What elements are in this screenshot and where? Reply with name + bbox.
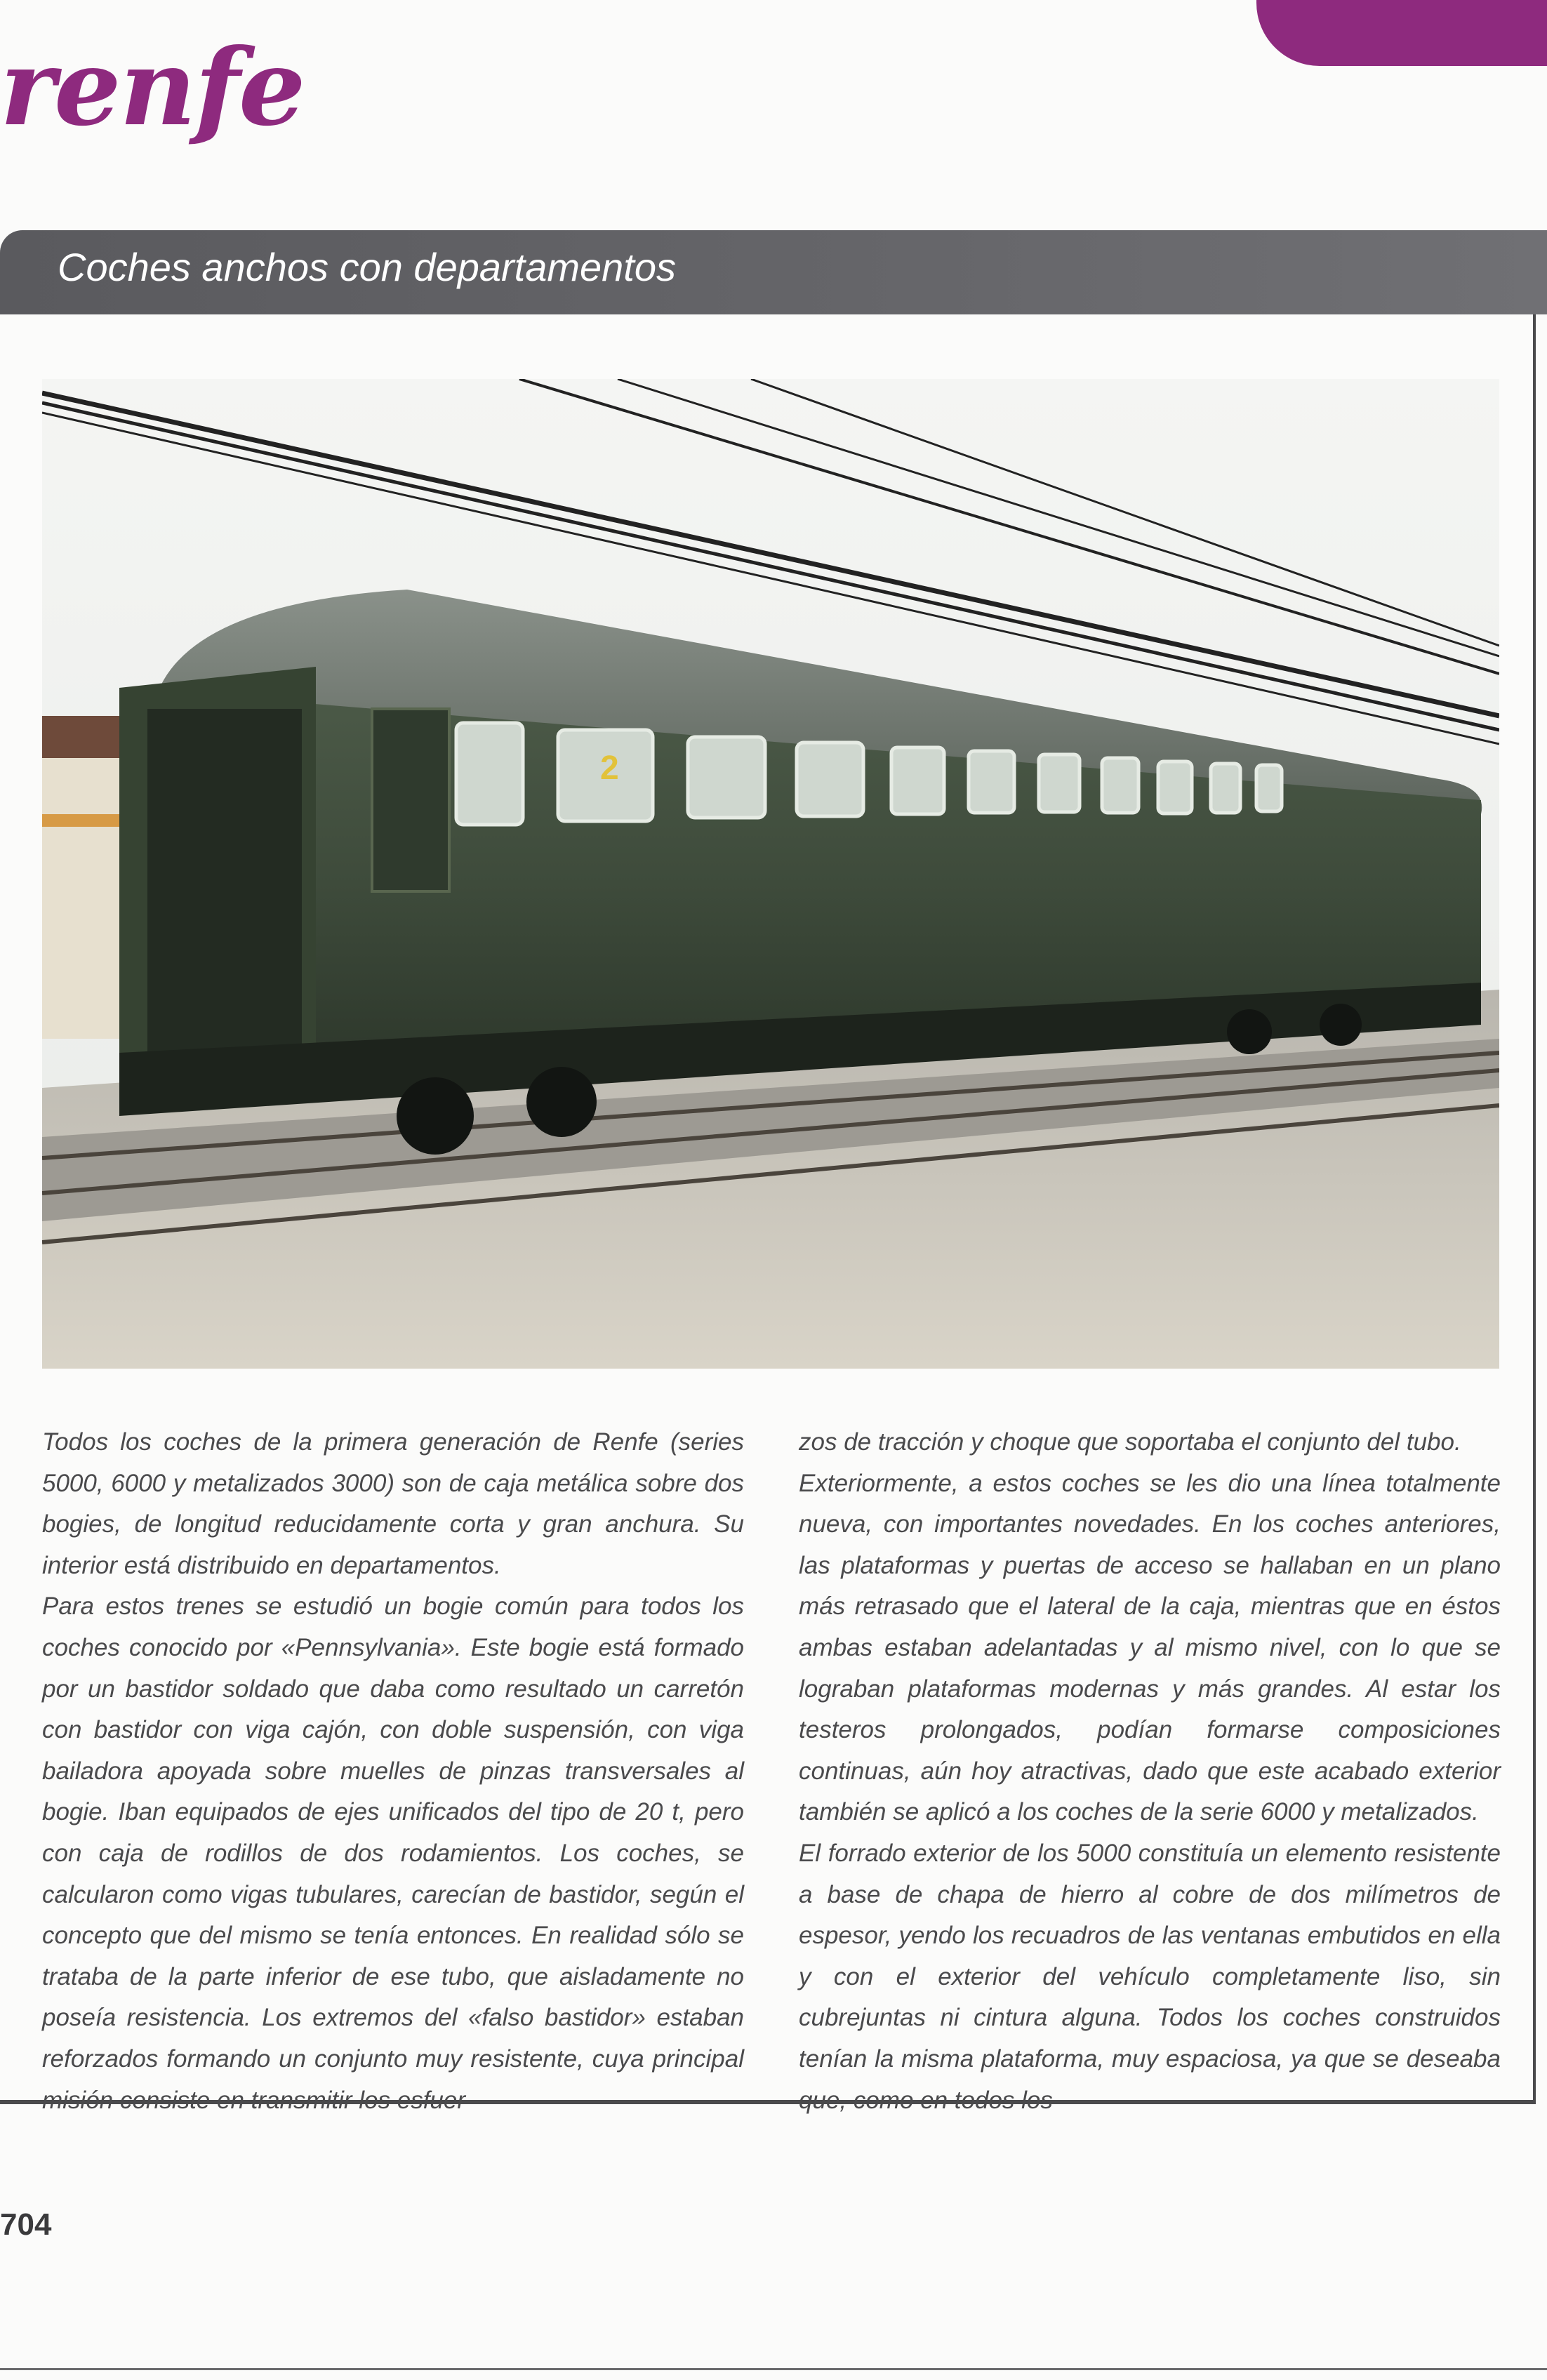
page-number: 704 (0, 2207, 52, 2242)
article-paragraph: zos de tracción y choque que soportaba el conjunto del tubo. (799, 1428, 1461, 1456)
article-paragraph: Para estos trenes se estudió un bogie común para todos los coches conocido por «Pennsylvania». Este bogie está formado por un bastidor soldado que daba como resultado un carretón con bastidor con viga cajón, con doble suspensión, con viga bailadora apoyada sobre muelles de pinzas transversales al bogie. Iban equipados de ejes unificados del tipo de 20 t, pero con caja de rodillos de dos rodamientos. Los coches, se calcularon como vigas tubulares, carecían de bastidor, según el concepto que del mismo se tenía entonces. En realidad sólo se trataba de la parte inferior de ese tubo, que aisladamente no poseía resistencia. Los extremos del «falso bastidor» estaban reforzados formando un conjunto muy resistente, cuya principal misión consiste en transmitir los esfuer- (42, 1593, 744, 2114)
header-accent-tab (1256, 0, 1547, 66)
article-column-right (799, 1422, 1501, 2121)
article-paragraph: Exteriormente, a estos coches se les dio una línea totalmente nueva, con importantes novedades. En los coches anteriores, las plataformas y puertas de acceso se hallaban en un plano más retrasado que el lateral de la caja, mientras que en éstos ambas estaban adelantadas y al mismo nivel, con lo que se lograban plataformas modernas y más grandes. Al estar los testeros prolongados, podían formarse composiciones continuas, aún hoy atractivas, dado que este acabado exterior también se aplicó a los coches de la serie 6000 y metalizados. (799, 1469, 1501, 1826)
section-title: Coches anchos con departamentos (58, 245, 676, 289)
car-number-label: 2 (600, 750, 619, 787)
article-column-left (42, 1422, 744, 2121)
railway-passenger-car-photo (42, 379, 1499, 1369)
renfe-logo: renfe (0, 26, 305, 149)
article-paragraph: El forrado exterior de los 5000 constituía un elemento resistente a base de chapa de hierro al cobre de dos milímetros de espesor, yendo los recuadros de las ventanas embutidos en ella y con el exterior del vehículo completamente liso, sin cubrejuntas ni cintura alguna. Todos los coches construidos tenían la misma plataforma, muy espaciosa, ya que se deseaba que, como en todos los (799, 1839, 1501, 2114)
article-paragraph: Todos los coches de la primera generación de Renfe (series 5000, 6000 y metalizados 3000) son de caja metálica sobre dos bogies, de longitud reducidamente corta y gran anchura. Su interior está distribuido en departamentos. (42, 1428, 744, 1579)
bottom-rule (0, 2368, 1547, 2370)
